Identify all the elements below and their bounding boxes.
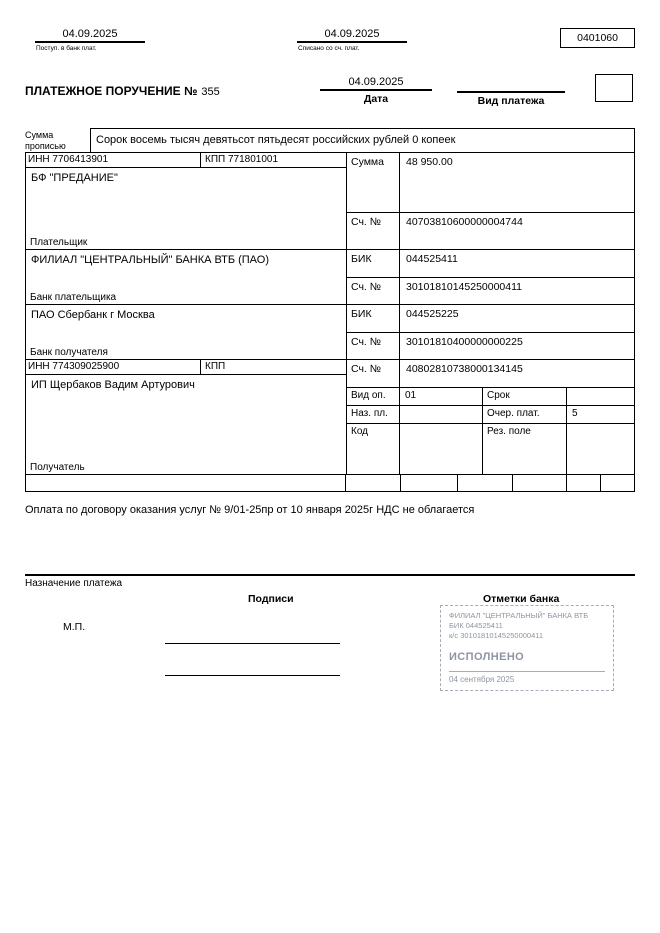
reserve-value	[567, 424, 634, 474]
received-date: 04.09.2025	[35, 28, 145, 43]
reserve-label: Рез. поле	[483, 424, 567, 474]
payment-type-field	[457, 76, 565, 107]
payee-row	[25, 360, 635, 475]
payer-bank-bik-label: БИК	[347, 250, 400, 277]
payer-bank-bik-row	[347, 250, 634, 278]
stamp-bik: БИК 044525411	[449, 620, 503, 630]
payer-account: 40703810600000004744	[406, 215, 523, 228]
payee-name: ИП Щербаков Вадим Артурович	[31, 378, 195, 391]
payee-label: Получатель	[30, 461, 85, 473]
payer-bank-bik: 044525411	[406, 252, 458, 265]
document-date-field	[320, 76, 432, 105]
purpose-code-value	[400, 406, 483, 423]
debited-date-field	[297, 28, 407, 52]
payee-bank-bik-label: БИК	[347, 305, 400, 332]
payer-bank-account-row	[347, 278, 634, 304]
document-number: 355	[201, 86, 220, 98]
payee-left	[26, 360, 346, 474]
payee-inn-row	[26, 360, 346, 375]
payment-type-label: Вид платежа	[477, 95, 545, 107]
payer-bank-account-label: Сч. №	[347, 278, 400, 304]
payer-account-label: Сч. №	[347, 213, 400, 249]
form-table	[25, 128, 635, 492]
stamp-status: ИСПОЛНЕНО	[449, 650, 525, 663]
amount-row	[347, 153, 634, 213]
document-date: 04.09.2025	[320, 76, 432, 91]
payer-bank-left	[26, 250, 346, 304]
term-label: Срок	[483, 388, 567, 405]
op-type-label: Вид оп.	[347, 388, 400, 405]
footer-area	[25, 591, 635, 831]
purpose-code-row	[347, 406, 634, 424]
payee-account: 40802810738000134145	[406, 362, 523, 375]
strip-cell	[567, 475, 601, 491]
op-type-row	[347, 388, 634, 406]
payee-bank-label: Банк получателя	[30, 346, 108, 358]
amount-label: Сумма	[347, 153, 400, 212]
amount-value: 48 950.00	[406, 155, 453, 168]
payee-bank-bik-row	[347, 305, 634, 333]
strip-cell	[346, 475, 401, 491]
priority-value: 5	[572, 407, 578, 419]
strip-cell	[513, 475, 567, 491]
debited-date-label: Списано со сч. плат.	[298, 45, 360, 52]
payer-inn: ИНН 7706413901	[26, 153, 201, 167]
payer-row	[25, 153, 635, 250]
document-title	[25, 84, 220, 98]
payer-bank-right	[346, 250, 634, 304]
payer-bank-name: ФИЛИАЛ "ЦЕНТРАЛЬНЫЙ" БАНКА ВТБ (ПАО)	[31, 253, 269, 266]
priority-label: Очер. плат.	[483, 406, 567, 423]
payee-bank-row	[25, 305, 635, 360]
stamp-place-label: М.П.	[63, 620, 86, 633]
code-value	[400, 424, 483, 474]
payee-account-label: Сч. №	[347, 360, 400, 387]
title-row	[25, 74, 635, 122]
payer-bank-row	[25, 250, 635, 305]
payer-inn-row	[26, 153, 346, 168]
received-date-label: Поступ. в банк плат.	[36, 45, 97, 52]
strip-cell	[26, 475, 346, 491]
payee-bank-account-label: Сч. №	[347, 333, 400, 359]
debited-date: 04.09.2025	[297, 28, 407, 43]
op-type-value: 01	[400, 388, 483, 405]
purpose-label: Назначение платежа	[25, 577, 123, 589]
term-value	[567, 388, 634, 405]
payer-right	[346, 153, 634, 249]
payee-bank-account-row	[347, 333, 634, 359]
payer-bank-account: 30101810145250000411	[406, 280, 523, 293]
payee-bank-name: ПАО Сбербанк г Москва	[31, 308, 155, 321]
payer-name-cell	[26, 168, 346, 249]
form-code-box: 0401060	[560, 28, 635, 48]
payer-kpp: КПП 771801001	[205, 153, 279, 165]
signature-line-1	[165, 643, 340, 644]
signature-line-2	[165, 675, 340, 676]
payer-bank-label: Банк плательщика	[30, 291, 117, 303]
strip-cell	[401, 475, 458, 491]
payer-label: Плательщик	[30, 236, 88, 248]
document-title-label: ПЛАТЕЖНОЕ ПОРУЧЕНИЕ №	[25, 84, 198, 98]
bank-stamp	[440, 605, 614, 691]
stamp-corr-account: к/с 30101810145250000411	[449, 630, 544, 640]
code-row	[347, 424, 634, 474]
strip-cell	[458, 475, 513, 491]
stamp-bank-name: ФИЛИАЛ "ЦЕНТРАЛЬНЫЙ" БАНКА ВТБ	[449, 610, 589, 620]
payer-left	[26, 153, 346, 249]
payee-name-cell	[26, 375, 346, 474]
purpose-code-label: Наз. пл.	[347, 406, 400, 423]
document-header	[25, 28, 635, 64]
document-date-label: Дата	[363, 93, 389, 105]
payee-kpp-label: КПП	[205, 360, 226, 372]
payment-type-blank	[457, 76, 565, 93]
payer-account-row	[347, 213, 634, 249]
payer-bank-cell	[26, 250, 346, 304]
stamp-date: 04 сентября 2025	[449, 671, 605, 686]
payment-purpose-text: Оплата по договору оказания услуг № 9/01-25пр от 10 января 2025г НДС не облагается	[25, 503, 475, 516]
payee-bank-left	[26, 305, 346, 359]
received-date-field	[35, 28, 145, 52]
codes-strip-row	[25, 475, 635, 492]
payee-bank-right	[346, 305, 634, 359]
signatures-label: Подписи	[248, 592, 294, 605]
code-label: Код	[347, 424, 400, 474]
status-code-box	[595, 74, 633, 102]
amount-words-value: Сорок восемь тысяч девятьсот пятьдесят российских рублей 0 копеек	[90, 128, 635, 152]
payer-name: БФ "ПРЕДАНИЕ"	[31, 171, 118, 184]
payee-account-row	[347, 360, 634, 388]
payee-right	[346, 360, 634, 474]
amount-words-label: Сумма прописью	[25, 130, 66, 151]
amount-words-row	[25, 128, 635, 153]
bank-marks-label: Отметки банка	[483, 592, 560, 605]
strip-cell	[601, 475, 634, 491]
payee-inn: ИНН 774309025900	[26, 360, 201, 374]
payee-bank-cell	[26, 305, 346, 359]
payee-bank-account: 30101810400000000225	[406, 335, 523, 348]
payee-bank-bik: 044525225	[406, 307, 459, 320]
